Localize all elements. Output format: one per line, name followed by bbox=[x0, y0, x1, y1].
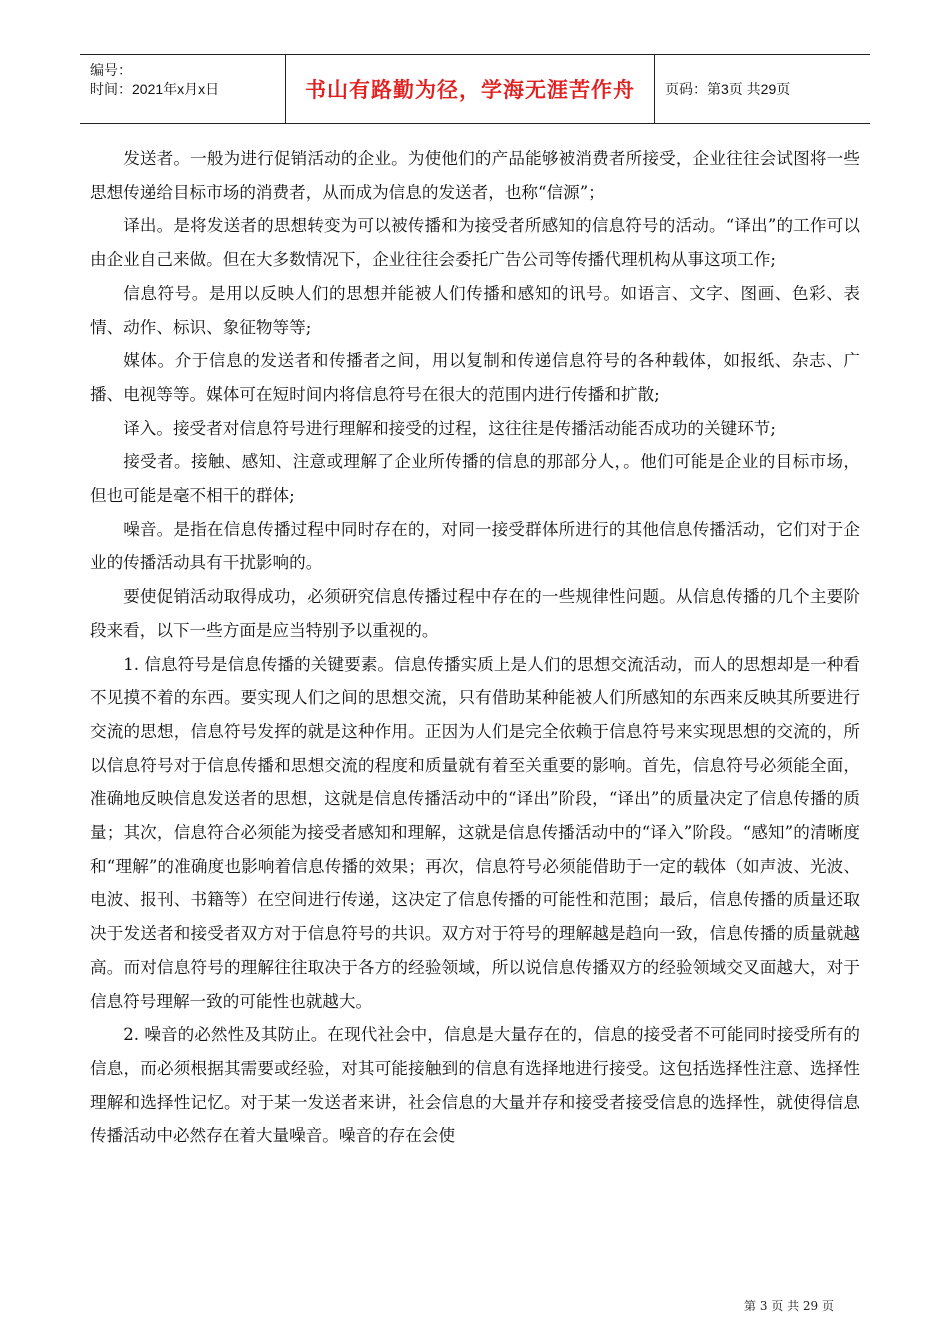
document-time-label: 时间：2021年x月x日 bbox=[90, 81, 220, 97]
document-number-label: 编号： bbox=[90, 62, 132, 78]
header-motto: 书山有路勤为径，学海无涯苦作舟 bbox=[285, 55, 655, 123]
paragraph-point-2: 2. 噪音的必然性及其防止。在现代社会中，信息是大量存在的，信息的接受者不可能同时接受所有的信息，而必须根据其需要或经验，对其可能接触到的信息有选择地进行接受。这包括选择性注意、选择性理解和选择性记忆。对于某一发送者来讲，社会信息的大量并存和接受者接受信息的选择性，就使得信息传播活动中必然存在着大量噪音。噪音的存在会使 bbox=[90, 1025, 860, 1146]
paragraph-noise: 噪音。是指在信息传播过程中同时存在的，对同一接受群体所进行的其他信息传播活动，它们对于企业的传播活动具有干扰影响的。 bbox=[90, 519, 860, 573]
header-meta bbox=[80, 55, 285, 123]
paragraph-point-1: 1. 信息符号是信息传播的关键要素。信息传播实质上是人们的思想交流活动，而人的思想却是一种看不见摸不着的东西。要实现人们之间的思想交流，只有借助某种能被人们所感知的东西来反映其所要进行交流的思想，信息符号发挥的就是这种作用。正因为人们是完全依赖于信息符号来实现思想的交流的，所以信息符号对于信息传播和思想交流的程度和质量就有着至关重要的影响。首先，信息符号必须能全面，准确地反映信息发送者的思想，这就是信息传播活动中的“译出”阶段，“译出”的质量决定了信息传播的质量；其次，信息符合必须能为接受者感知和理解，这就是信息传播活动中的“译入”阶段。“感知”的清晰度和“理解”的准确度也影响着信息传播的效果；再次，信息符号必须能借助于一定的载体（如声波、光波、电波、报刊、书籍等）在空间进行传递，这决定了信息传播的可能性和范围；最后，信息传播的质量还取决于发送者和接受者双方对于信息符号的共识。双方对于符号的理解越是趋向一致，信息传播的质量就越高。而对信息符号的理解往往取决于各方的经验领域，所以说信息传播双方的经验领域交叉面越大，对于信息符号理解一致的可能性也就越大。 bbox=[90, 654, 860, 1011]
header-page-number: 页码：第3页 共29页 bbox=[665, 81, 791, 97]
document-body bbox=[90, 142, 860, 1153]
page-footer: 第 3 页 共 29 页 bbox=[744, 1299, 834, 1313]
paragraph-encoding: 译出。是将发送者的思想转变为可以被传播和为接受者所感知的信息符号的活动。“译出”的工作可以由企业自己来做。但在大多数情况下，企业往往会委托广告公司等传播代理机构从事这项工作; bbox=[90, 216, 860, 270]
paragraph-receiver: 接受者。接触、感知、注意或理解了企业所传播的信息的那部分人，。他们可能是企业的目标市场，但也可能是毫不相干的群体; bbox=[90, 452, 860, 506]
paragraph-intro: 要使促销活动取得成功，必须研究信息传播过程中存在的一些规律性问题。从信息传播的几个主要阶段来看，以下一些方面是应当特别予以重视的。 bbox=[90, 587, 860, 640]
paragraph-sender: 发送者。一般为进行促销活动的企业。为使他们的产品能够被消费者所接受，企业往往会试图将一些思想传递给目标市场的消费者，从而成为信息的发送者，也称“信源”； bbox=[90, 149, 860, 202]
paragraph-signal: 信息符号。是用以反映人们的思想并能被人们传播和感知的讯号。如语言、文字、图画、色彩、表情、动作、标识、象征物等等; bbox=[90, 283, 860, 337]
paragraph-media: 媒体。介于信息的发送者和传播者之间，用以复制和传递信息符号的各种载体，如报纸、杂志、广播、电视等等。媒体可在短时间内将信息符号在很大的范围内进行传播和扩散; bbox=[90, 351, 860, 404]
page-header bbox=[80, 54, 870, 124]
paragraph-decoding: 译入。接受者对信息符号进行理解和接受的过程，这往往是传播活动能否成功的关键环节; bbox=[123, 418, 776, 438]
